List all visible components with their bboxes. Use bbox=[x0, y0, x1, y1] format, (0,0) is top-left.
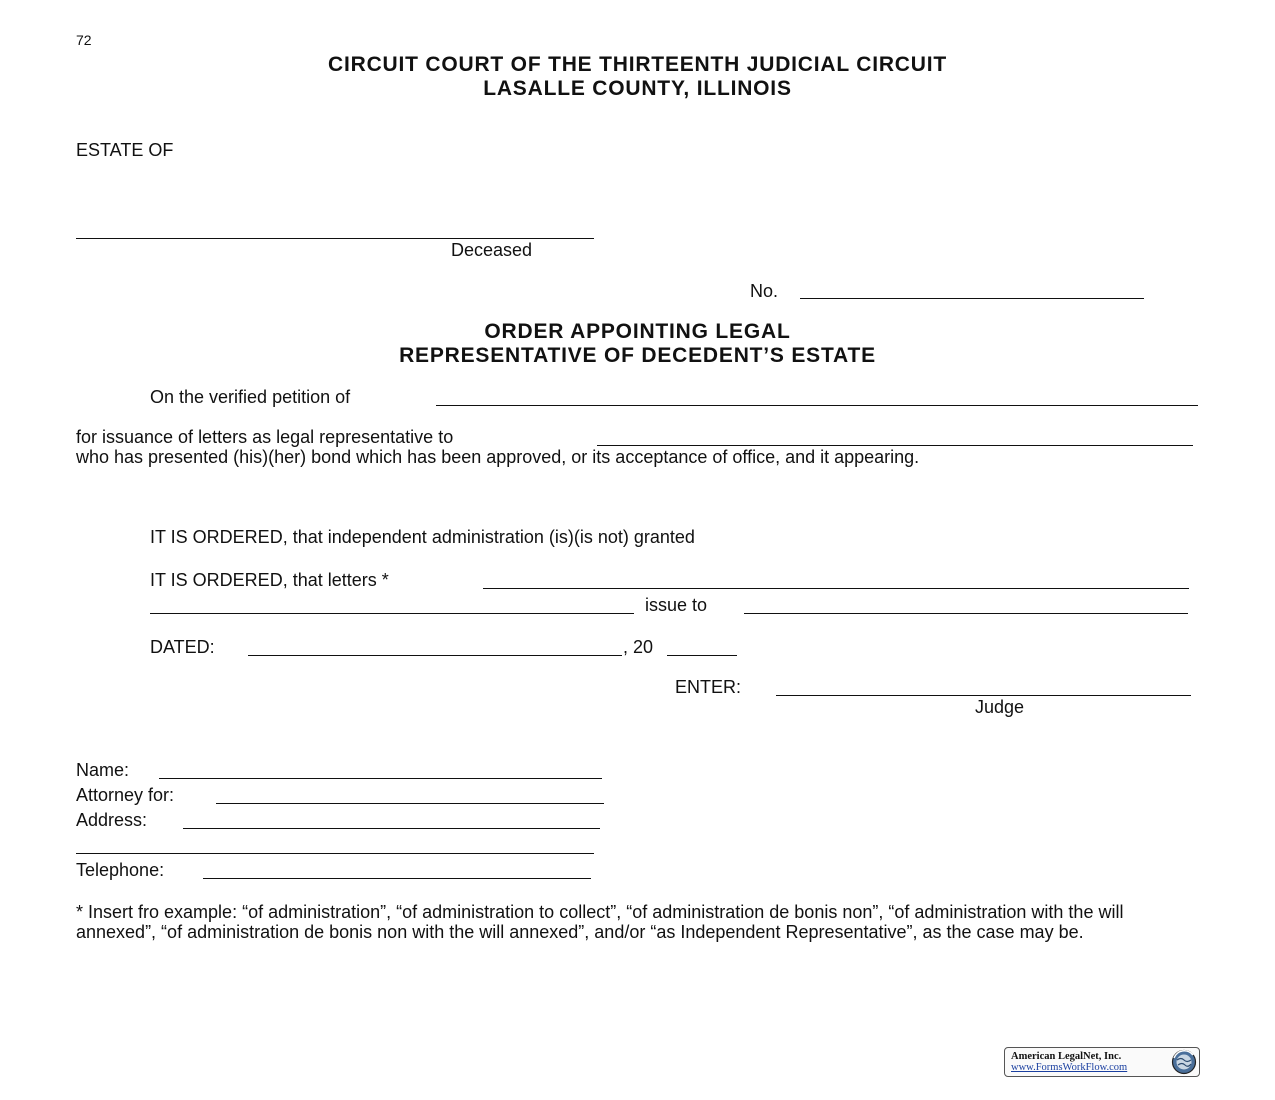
page-number: 72 bbox=[76, 32, 92, 48]
order-title-line2: REPRESENTATIVE OF DECEDENT’S ESTATE bbox=[399, 344, 876, 367]
court-header bbox=[0, 53, 1275, 101]
telephone-line[interactable] bbox=[203, 862, 591, 879]
order-letters-label: IT IS ORDERED, that letters * bbox=[150, 570, 389, 590]
letters-type-line-2[interactable] bbox=[150, 597, 634, 614]
attorney-for-label: Attorney for: bbox=[76, 785, 175, 805]
order-independent-administration: IT IS ORDERED, that independent administration (is)(is not) granted bbox=[150, 527, 695, 547]
court-county: LASALLE COUNTY, ILLINOIS bbox=[483, 77, 792, 100]
bond-text: who has presented (his)(her) bond which has been approved, or its acceptance of office, and it appearing. bbox=[76, 447, 920, 467]
address-line-2[interactable] bbox=[76, 837, 594, 854]
judge-signature-line[interactable] bbox=[776, 679, 1191, 696]
issue-to-label: issue to bbox=[645, 595, 708, 615]
representative-line[interactable] bbox=[597, 429, 1193, 446]
badge-url-link[interactable]: www.FormsWorkFlow.com bbox=[1011, 1062, 1128, 1073]
petition-label: On the verified petition of bbox=[150, 387, 351, 407]
year-line[interactable] bbox=[667, 639, 737, 656]
footnote: * Insert fro example: “of administration”, “of administration to collect”, “of administration de bonis non”, “of administration with the will annexed”, “of administration de bonis non with the will annexed”, and/or “as Independent Representative”, as the case may be. bbox=[76, 902, 1124, 942]
issuance-label: for issuance of letters as legal representative to bbox=[76, 427, 454, 447]
deceased-label: Deceased bbox=[451, 240, 533, 260]
case-number-line[interactable] bbox=[800, 282, 1144, 299]
court-name: CIRCUIT COURT OF THE THIRTEENTH JUDICIAL CIRCUIT bbox=[328, 53, 947, 76]
telephone-label: Telephone: bbox=[76, 860, 165, 880]
year-label: , 20 bbox=[623, 637, 654, 657]
attorney-for-line[interactable] bbox=[216, 787, 604, 804]
date-line[interactable] bbox=[248, 639, 622, 656]
estate-of-label: ESTATE OF bbox=[76, 140, 174, 160]
order-title bbox=[0, 320, 1275, 368]
globe-icon bbox=[1171, 1049, 1197, 1075]
badge-company-name: American LegalNet, Inc. bbox=[1011, 1051, 1122, 1062]
case-number-label: No. bbox=[750, 281, 779, 301]
decedent-name-line[interactable] bbox=[76, 222, 594, 239]
attorney-name-line[interactable] bbox=[159, 762, 602, 779]
order-title-line1: ORDER APPOINTING LEGAL bbox=[484, 320, 791, 343]
dated-label: DATED: bbox=[150, 637, 215, 657]
judge-label: Judge bbox=[975, 697, 1025, 717]
letters-type-line[interactable] bbox=[483, 572, 1189, 589]
issue-to-line[interactable] bbox=[744, 597, 1188, 614]
address-line[interactable] bbox=[183, 812, 600, 829]
american-legalnet-badge[interactable] bbox=[1004, 1047, 1200, 1077]
petitioner-line[interactable] bbox=[436, 389, 1198, 406]
attorney-name-label: Name: bbox=[76, 760, 130, 780]
address-label: Address: bbox=[76, 810, 148, 830]
enter-label: ENTER: bbox=[675, 677, 742, 697]
